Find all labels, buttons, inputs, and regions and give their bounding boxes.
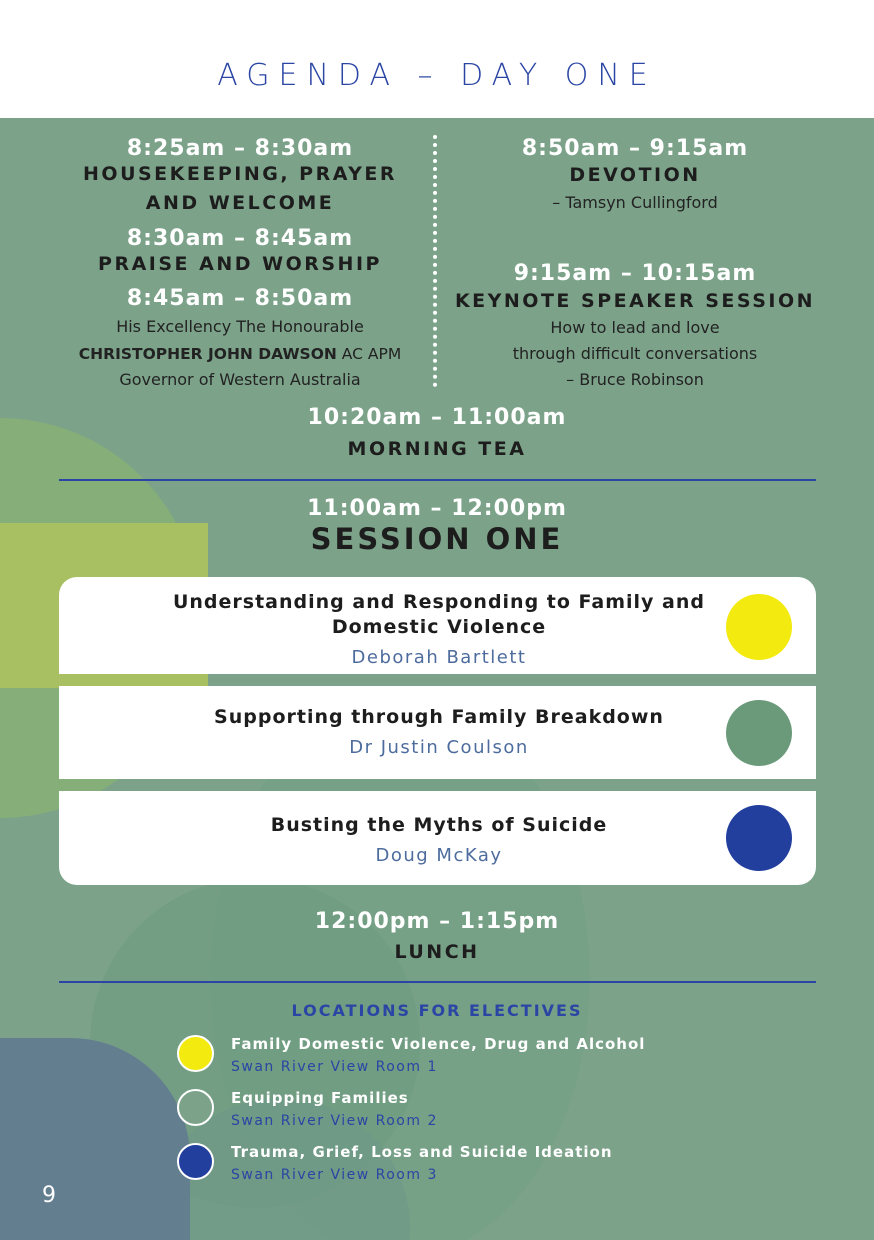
speaker-title: His Excellency The Honourable: [116, 317, 364, 336]
agenda-heading: DEVOTION: [569, 164, 701, 186]
agenda-heading: HOUSEKEEPING, PRAYER: [83, 163, 397, 185]
location-room: Swan River View Room 3: [231, 1167, 438, 1183]
session-card-speaker: Doug McKay: [375, 845, 503, 866]
speaker-name: – Bruce Robinson: [566, 370, 704, 389]
speaker-name-line: [40, 341, 440, 367]
green-location-dot: [177, 1089, 214, 1126]
agenda-heading: MORNING TEA: [347, 438, 527, 460]
location-stream-name: Family Domestic Violence, Drug and Alcohol: [231, 1035, 646, 1053]
time-slot: 8:45am – 8:50am: [126, 286, 354, 311]
session-card: [59, 577, 816, 674]
location-stream-name: Equipping Families: [231, 1089, 409, 1107]
session-title: SESSION ONE: [310, 522, 564, 556]
speaker-name: CHRISTOPHER JOHN DAWSON: [78, 345, 337, 363]
section-divider: [59, 479, 816, 481]
time-slot: 10:20am – 11:00am: [307, 405, 567, 430]
time-slot: 12:00pm – 1:15pm: [314, 909, 560, 934]
location-room: Swan River View Room 1: [231, 1059, 438, 1075]
time-slot: 8:25am – 8:30am: [126, 136, 354, 161]
yellow-location-dot: [177, 1035, 214, 1072]
section-divider: [59, 981, 816, 983]
blue-stream-dot: [726, 805, 792, 871]
agenda-heading: KEYNOTE SPEAKER SESSION: [454, 290, 816, 312]
location-room: Swan River View Room 2: [231, 1113, 438, 1129]
session-card: [59, 686, 816, 779]
session-card-speaker: Dr Justin Coulson: [349, 737, 529, 758]
session-card-title: Understanding and Responding to Family and: [172, 591, 706, 613]
speaker-honours: AC APM: [336, 345, 402, 363]
time-slot: 11:00am – 12:00pm: [307, 496, 567, 521]
locations-title: LOCATIONS FOR ELECTIVES: [291, 1001, 583, 1020]
agenda-heading: AND WELCOME: [145, 192, 335, 214]
session-description: through difficult conversations: [512, 344, 758, 363]
agenda-heading: PRAISE AND WORSHIP: [98, 253, 382, 275]
page-title: AGENDA – DAY ONE: [217, 58, 657, 93]
agenda-heading: LUNCH: [394, 941, 480, 963]
yellow-stream-dot: [726, 594, 792, 660]
blue-location-dot: [177, 1143, 214, 1180]
time-slot: 8:50am – 9:15am: [521, 136, 749, 161]
time-slot: 8:30am – 8:45am: [126, 226, 354, 251]
column-divider: [433, 135, 437, 387]
session-card-title: Domestic Violence: [331, 616, 547, 638]
green-stream-dot: [726, 700, 792, 766]
session-card: [59, 791, 816, 885]
time-slot: 9:15am – 10:15am: [513, 261, 757, 286]
page-number: 9: [42, 1183, 56, 1208]
speaker-role: Governor of Western Australia: [119, 370, 361, 389]
session-card-speaker: Deborah Bartlett: [351, 647, 527, 668]
page-header: [0, 0, 874, 118]
location-stream-name: Trauma, Grief, Loss and Suicide Ideation: [231, 1143, 613, 1161]
session-card-title: Busting the Myths of Suicide: [270, 814, 608, 836]
speaker-name: – Tamsyn Cullingford: [552, 193, 718, 212]
session-card-title: Supporting through Family Breakdown: [214, 706, 664, 728]
session-description: How to lead and love: [550, 318, 720, 337]
